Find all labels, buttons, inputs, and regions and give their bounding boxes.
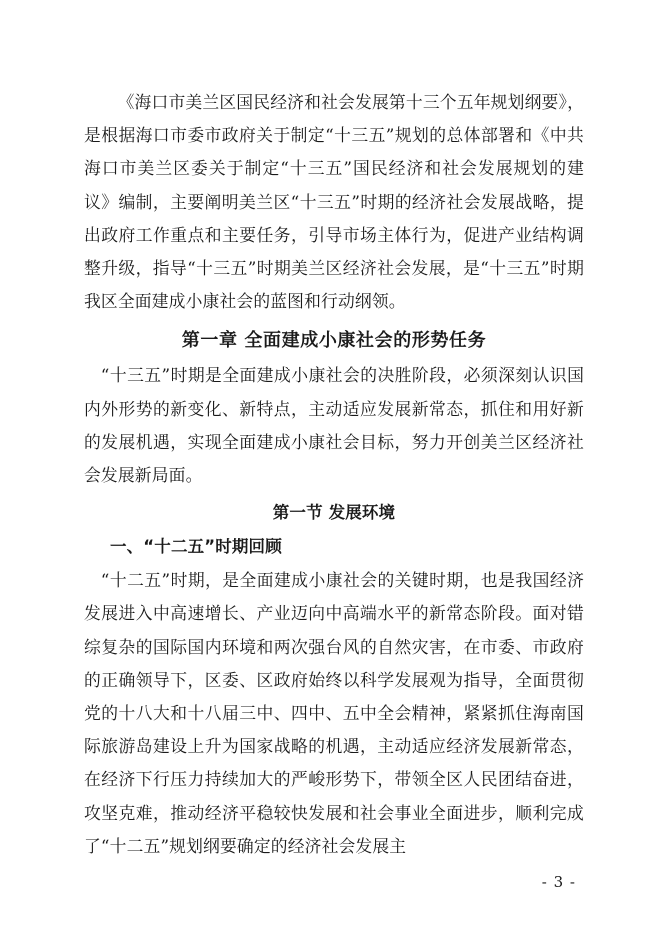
intro-paragraph: 《海口市美兰区国民经济和社会发展第十三个五年规划纲要》，是根据海口市委市政府关于制定“十三五”规划的总体部署和《中共海口市美兰区委关于制定“十三五”国民经济和社会发展规划的建议》编制，主要阐明美兰区“十三五”时期的经济社会发展战略，提出政府工作重点和主要任务，引导市场主体行为，促进产业结构调整升级，指导“十三五”时期美兰区经济社会发展，是“十三五”时期我区全面建成小康社会的蓝图和行动纲领。: [84, 92, 584, 312]
section-title: 第一节 发展环境: [272, 503, 396, 523]
document-body: [84, 86, 584, 863]
chapter-title: 第一章 全面建成小康社会的形势任务: [181, 330, 487, 352]
review-paragraph: “十二五”时期，是全面建成小康社会的关键时期，也是我国经济发展进入中高速增长、产业迈向中高端水平的新常态阶段。面对错综复杂的国际国内环境和两次强台风的自然灾害，在市委、市政府的正确领导下，区委、区政府始终以科学发展观为指导，全面贯彻党的十八大和十八届三中、四中、五中全会精神，紧紧抓住海南国际旅游岛建设上升为国家战略的机遇，主动适应经济发展新常态，在经济下行压力持续加大的严峻形势下，带领全区人民团结奋进，攻坚克难，推动经济平稳较快发展和社会事业全面进步，顺利完成了“十二五”规划纲要确定的经济社会发展主: [84, 570, 584, 856]
chapter-intro-paragraph: “十三五”时期是全面建成小康社会的决胜阶段，必须深刻认识国内外形势的新变化、新特点，主动适应发展新常态，抓住和用好新的发展机遇，实现全面建成小康社会目标，努力开创美兰区经济社会发展新局面。: [84, 365, 584, 486]
page-number: - 3 -: [541, 873, 576, 891]
subsection-title: 一、“十二五”时期回顾: [110, 537, 282, 557]
